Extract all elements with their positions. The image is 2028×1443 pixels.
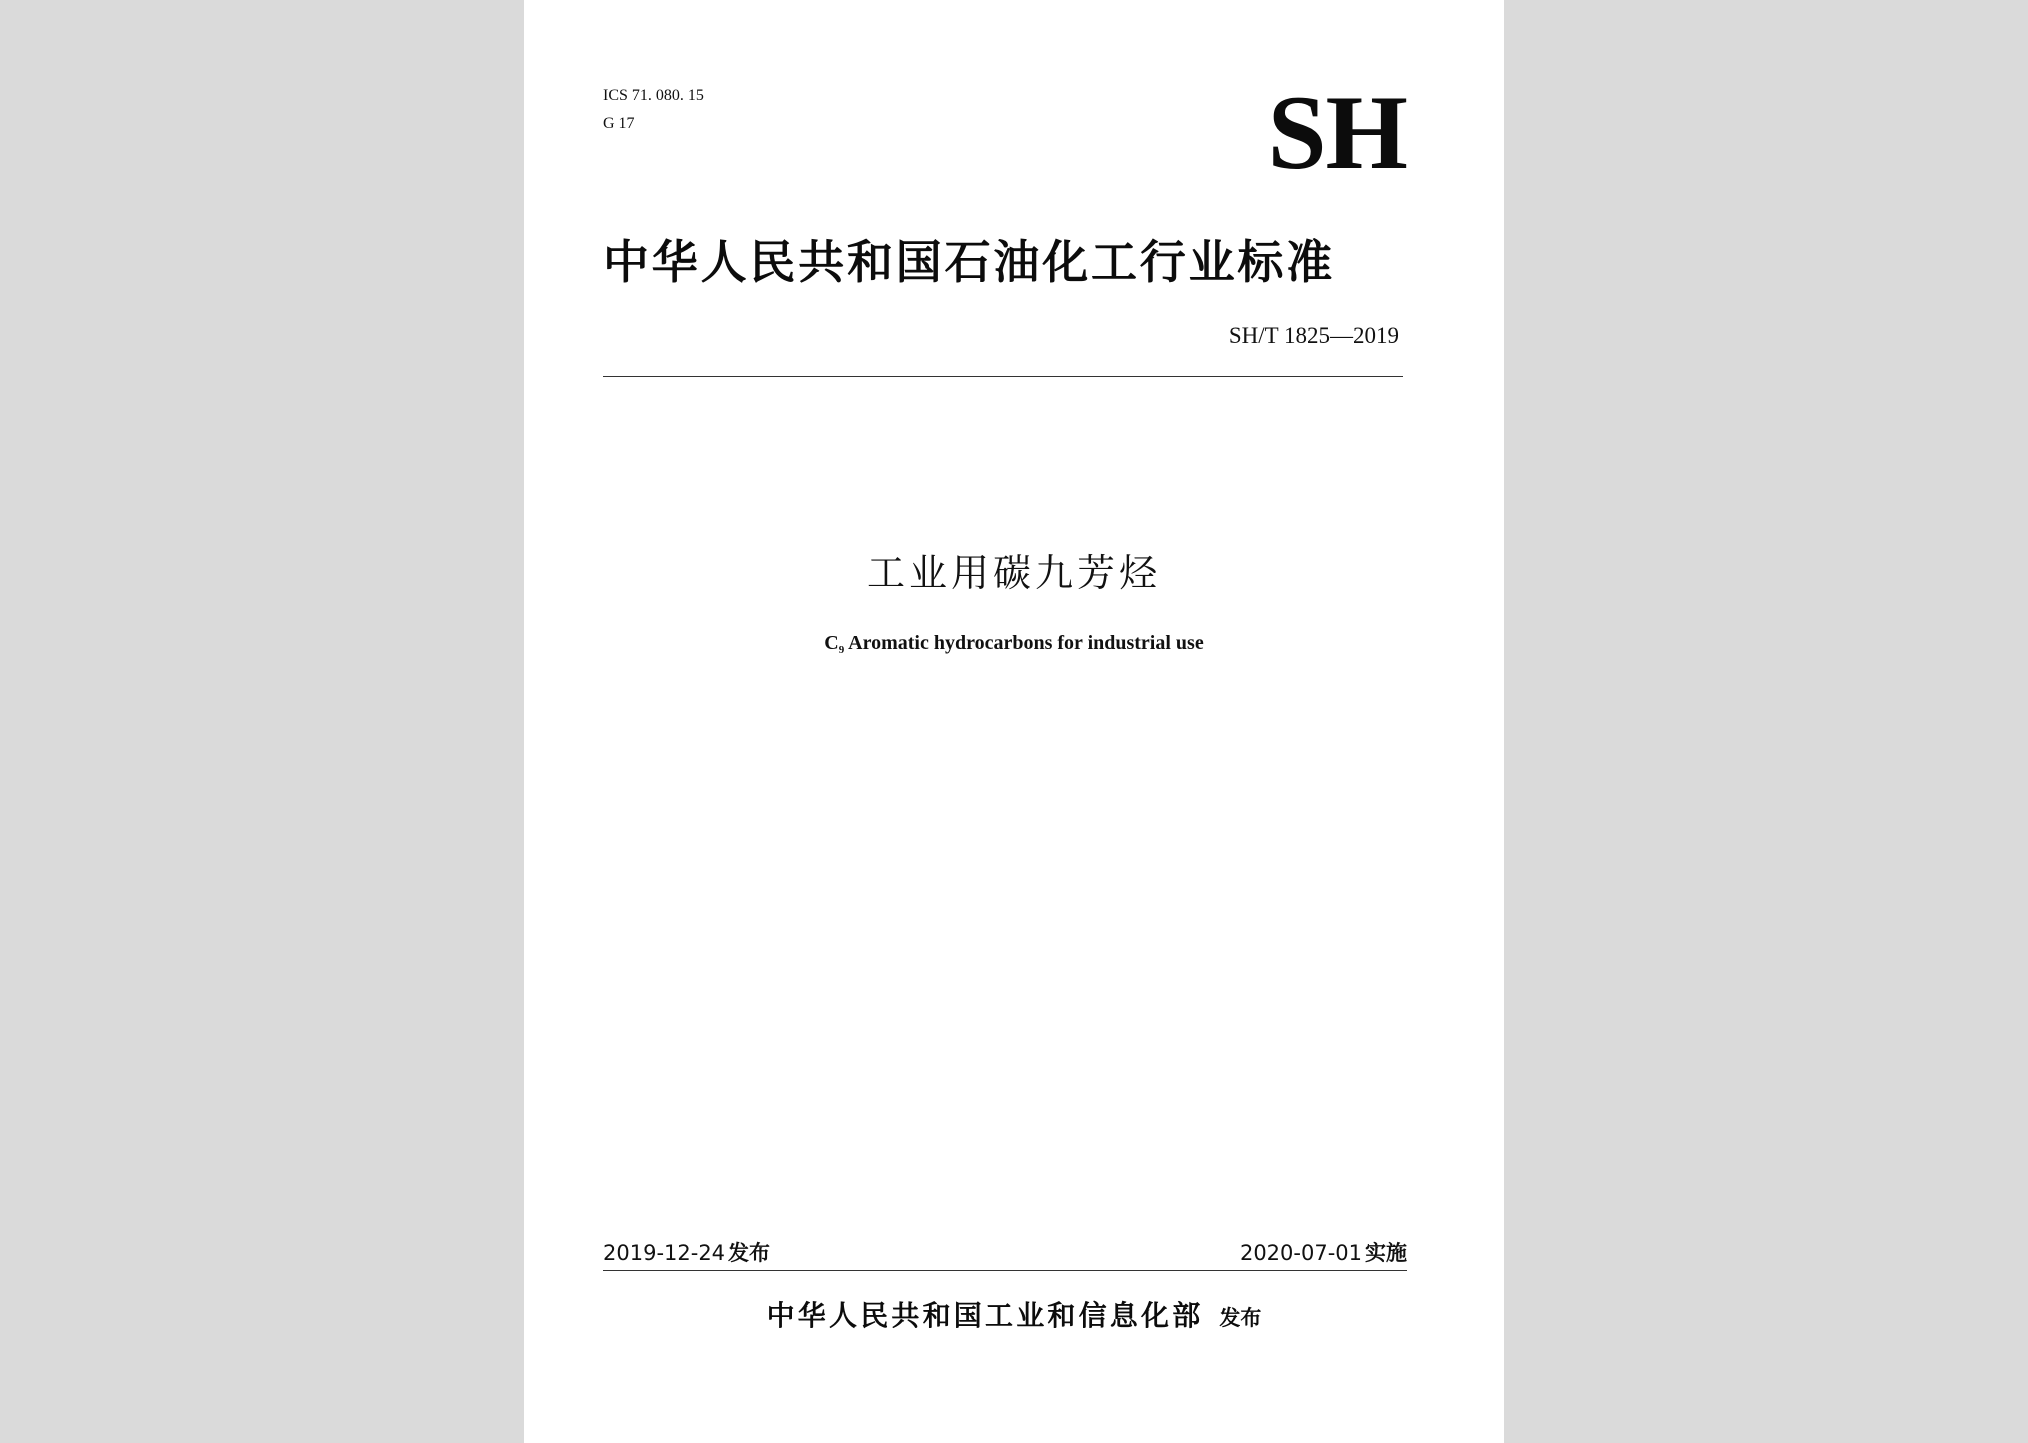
standard-cover-page bbox=[524, 0, 1504, 1443]
standard-title: 中华人民共和国石油化工行业标准 bbox=[603, 235, 1335, 289]
issue-date-label: 发布 bbox=[728, 1241, 771, 1265]
issue-date bbox=[603, 1240, 770, 1266]
standard-code: SH/T 1825—2019 bbox=[1228, 323, 1399, 348]
sh-logo: SH bbox=[1267, 74, 1407, 191]
publisher-name: 中华人民共和国工业和信息化部 bbox=[766, 1299, 1204, 1332]
header-divider bbox=[603, 376, 1403, 377]
title-en-prefix: C bbox=[824, 632, 839, 654]
issue-date-value: 2019-12-24 bbox=[603, 1241, 726, 1265]
ccs-code: G 17 bbox=[603, 115, 635, 132]
implementation-date bbox=[1240, 1240, 1407, 1266]
ics-code: ICS 71. 080. 15 bbox=[603, 87, 704, 104]
document-title-chinese: 工业用碳九芳烃 bbox=[866, 551, 1161, 595]
publisher-action: 发布 bbox=[1219, 1306, 1262, 1330]
footer-divider bbox=[603, 1270, 1407, 1271]
implementation-date-label: 实施 bbox=[1365, 1241, 1407, 1265]
title-en-rest: Aromatic hydrocarbons for industrial use bbox=[844, 632, 1204, 654]
title-en-subscript: 9 bbox=[838, 644, 845, 656]
publisher-line bbox=[524, 1298, 1504, 1336]
implementation-date-value: 2020-07-01 bbox=[1239, 1241, 1362, 1265]
document-title-english bbox=[524, 630, 1504, 663]
